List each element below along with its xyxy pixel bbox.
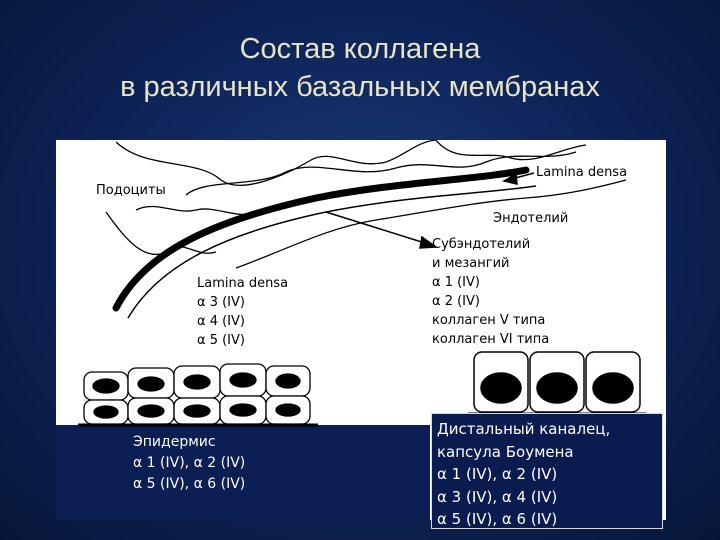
- lamina-densa-left-block: [197, 274, 288, 350]
- slide-title-line2: в различных базальных мембранах: [120, 71, 600, 103]
- subendothelium-line: и мезангий: [432, 256, 510, 271]
- distal-line: α 3 (IV), α 4 (IV): [437, 487, 558, 506]
- subendothelium-line: α 2 (IV): [432, 294, 480, 309]
- subendothelium-label-block: [432, 235, 549, 349]
- subendothelium-line: α 1 (IV): [432, 275, 480, 290]
- epidermis-label-block: [133, 432, 245, 495]
- lamina-densa-line: Lamina densa: [197, 276, 289, 291]
- epidermis-cells: [84, 364, 310, 424]
- epidermis-line: α 5 (IV), α 6 (IV): [133, 476, 246, 492]
- subendothelium-line: коллаген VI типа: [432, 332, 550, 347]
- distal-line: Дистальный каналец,: [437, 420, 611, 438]
- lamina-densa-line: α 3 (IV): [197, 295, 245, 310]
- subendothelium-line: Субэндотелий: [432, 237, 531, 252]
- podocytes-label: Подоциты: [96, 183, 166, 198]
- epidermis-line: α 1 (IV), α 2 (IV): [133, 455, 246, 471]
- distal-line: α 5 (IV), α 6 (IV): [437, 510, 558, 528]
- tubule-cells: [474, 352, 640, 412]
- endothelium-label: Эндотелий: [493, 211, 569, 226]
- lamina-densa-top-label: Lamina densa: [536, 165, 628, 180]
- slide-title-line1: Состав коллагена: [239, 33, 481, 65]
- distal-tubule-label-block: [437, 418, 610, 531]
- lamina-densa-line: α 4 (IV): [197, 314, 245, 329]
- subendothelium-line: коллаген V типа: [432, 313, 546, 328]
- epidermis-line: Эпидермис: [133, 434, 216, 450]
- lamina-densa-line: α 5 (IV): [197, 333, 245, 348]
- distal-line: α 1 (IV), α 2 (IV): [437, 465, 558, 483]
- distal-line: капсула Боумена: [437, 442, 574, 461]
